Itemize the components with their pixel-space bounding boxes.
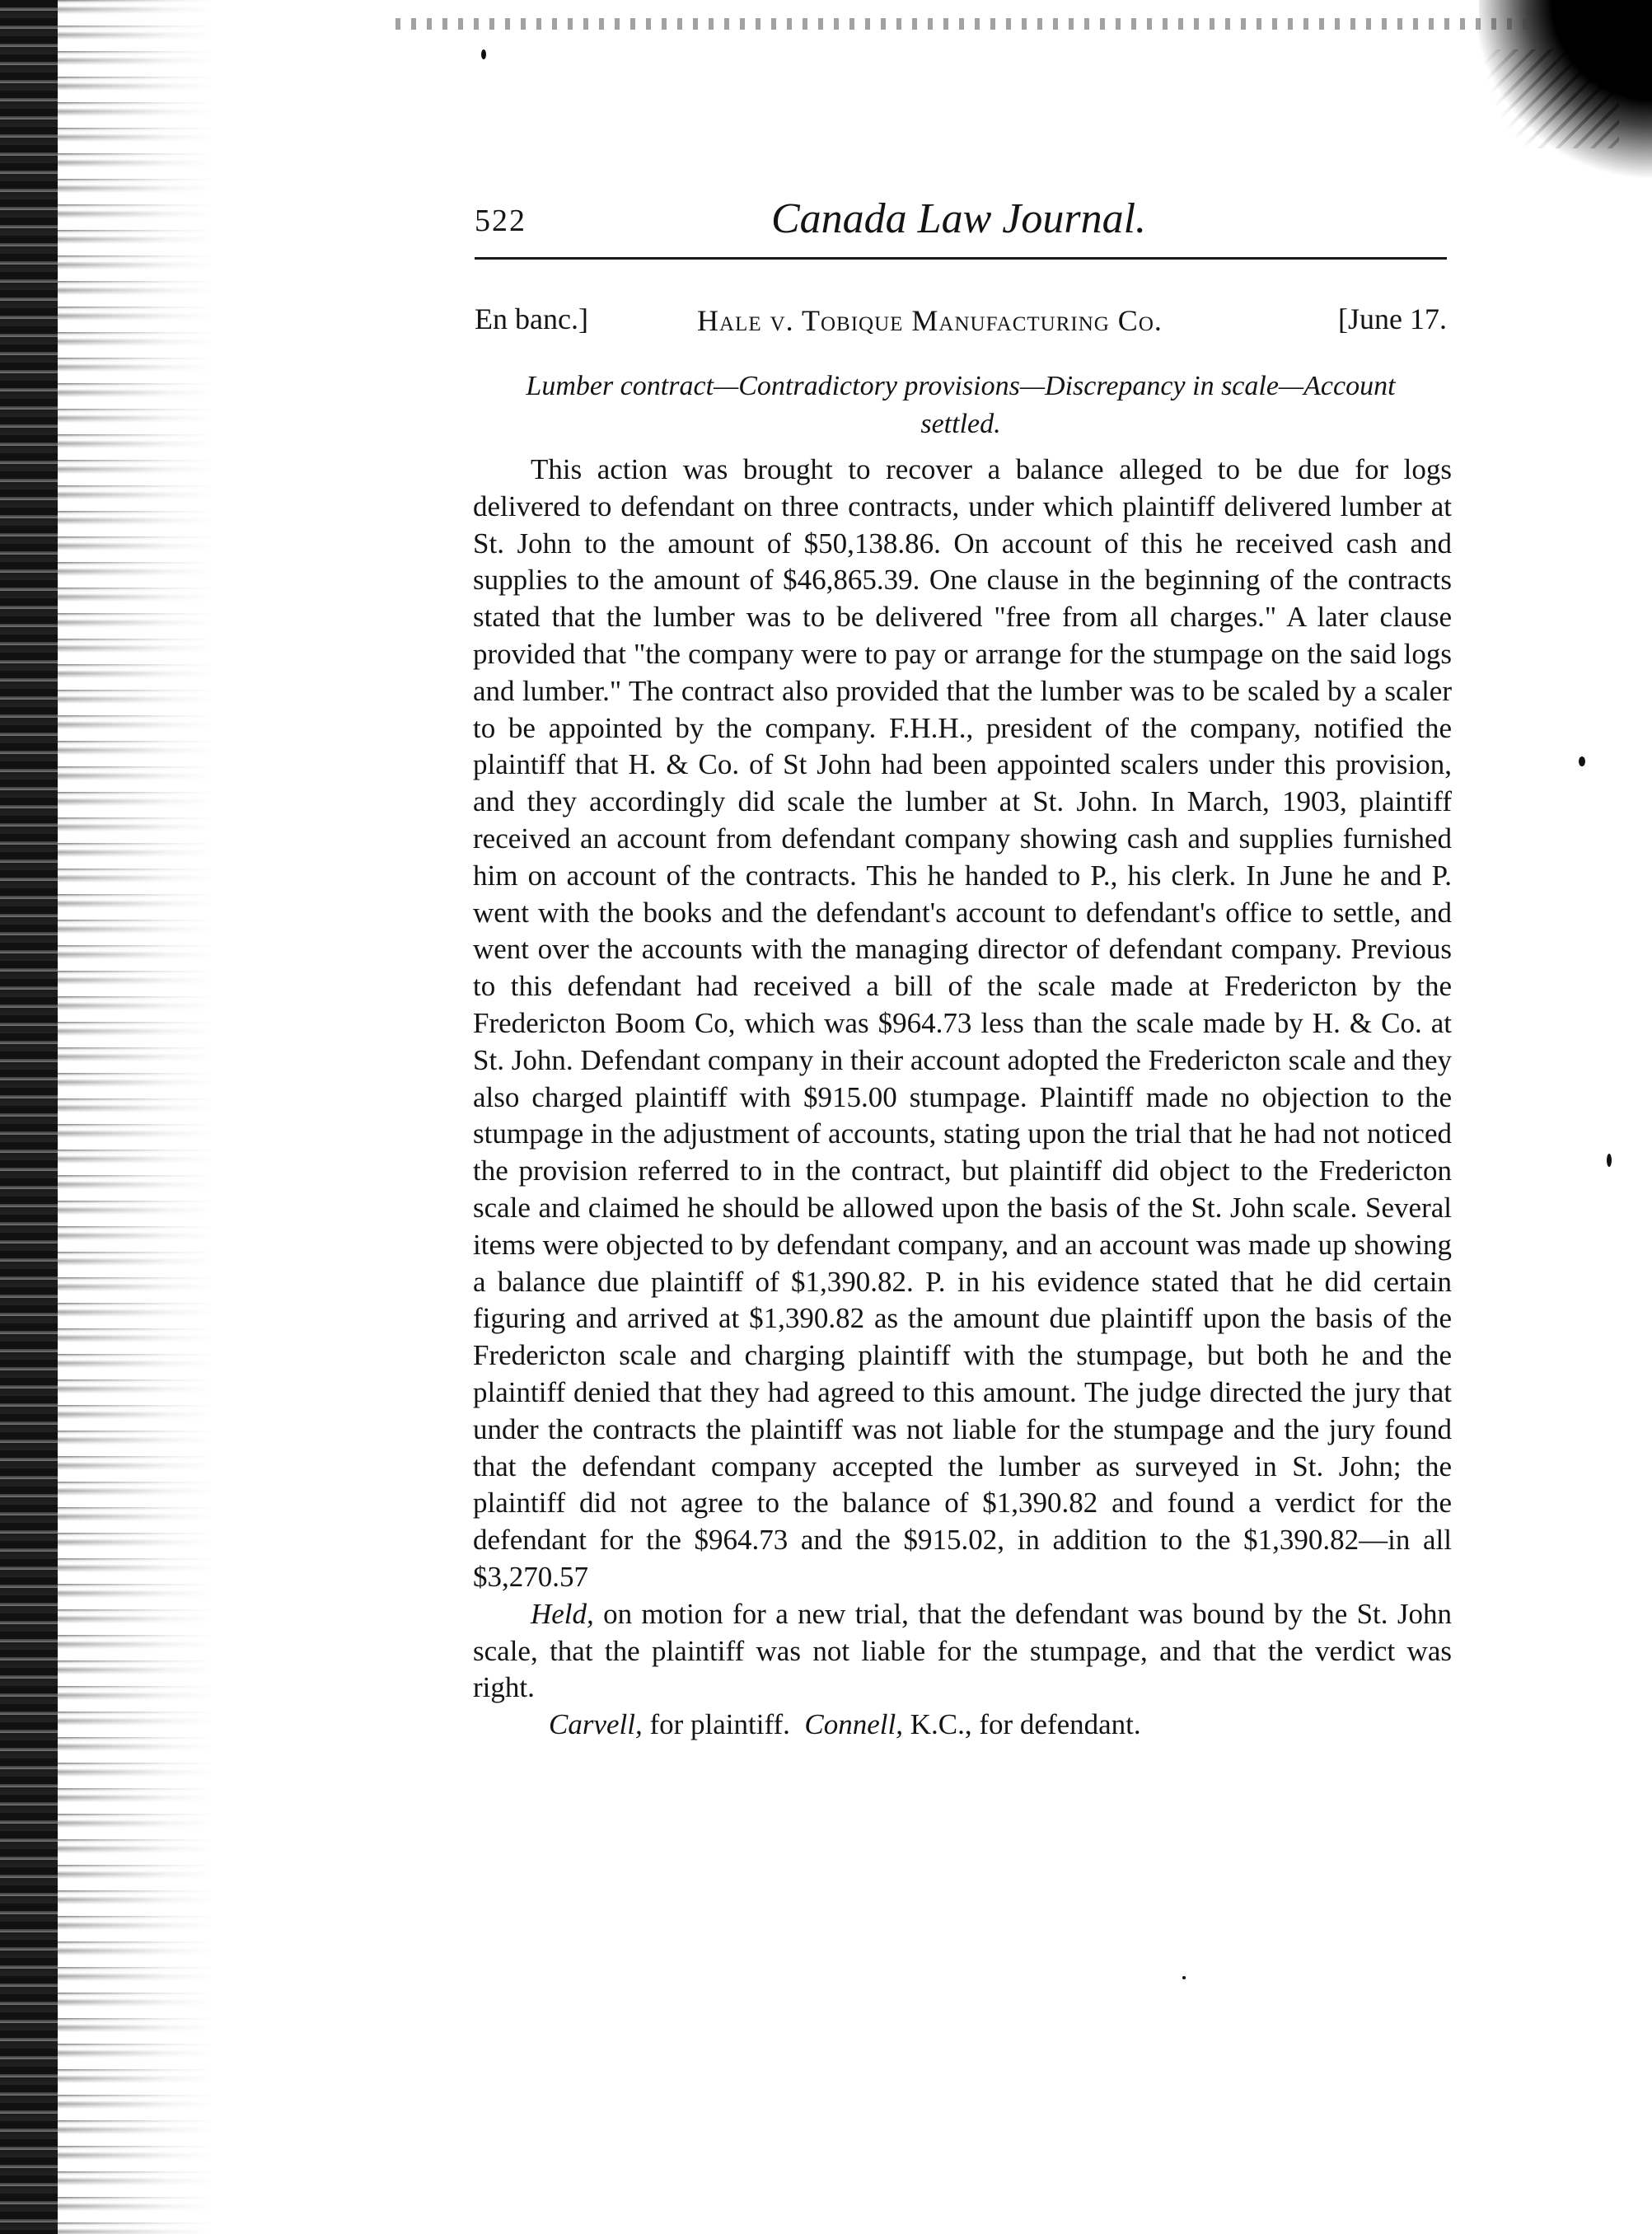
ink-speck (481, 49, 486, 59)
page-number: 522 (475, 204, 526, 238)
defendant-counsel-role: K.C., for defendant. (902, 1708, 1141, 1741)
headnote (475, 368, 1447, 443)
held-text: on motion for a new trial, that the defendant was bound by the St. John scale, that the plaintiff was not liable for the stumpage, and that the verdict was right. (473, 1597, 1452, 1704)
holding-paragraph (473, 1596, 1452, 1707)
scan-top-edge (395, 18, 1549, 30)
plaintiff-counsel-role: for plaintiff. (642, 1708, 790, 1741)
ink-speck (1182, 1976, 1186, 1979)
case-report-body (473, 452, 1452, 1744)
counsel-line (473, 1707, 1452, 1744)
case-name: Hale v. Tobique Manufacturing Co. (697, 304, 1163, 337)
scan-corner-noise (1479, 49, 1619, 148)
headnote-line: Lumber contract—Contradictory provisions—Discrepancy in scale—Account (526, 371, 1396, 401)
held-label: Held, (531, 1597, 594, 1630)
headnote-line: settled. (920, 409, 1001, 439)
case-heading (475, 302, 1447, 343)
defendant-counsel-name: Connell, (804, 1708, 903, 1741)
scan-left-shadow (58, 0, 214, 2234)
plaintiff-counsel-name: Carvell, (549, 1708, 643, 1741)
ink-speck (1579, 756, 1585, 766)
ink-speck (1607, 1154, 1612, 1167)
running-header (475, 194, 1447, 252)
court-label: En banc.] (475, 302, 588, 335)
scan-left-edge (0, 0, 58, 2234)
journal-title: Canada Law Journal. (771, 195, 1147, 242)
facts-paragraph: This action was brought to recover a balance alleged to be due for logs delivered to defendant on three contracts, under which plaintiff delivered lumber at St. John to the amount of $50,138.86. On account of this he received cash and supplies to the amount of $46,865.39. One clause in the beginning of the contracts stated that the lumber was to be delivered "free from all charges." A later clause provided that "the company were to pay or arrange for the stumpage on the said logs and lumber." The contract also provided that the lumber was to be scaled by a scaler to be appointed by the company. F.H.H., president of the company, notified the plaintiff that H. & Co. of St John had been appointed scalers under this provision, and they accordingly did scale the lumber at St. John. In March, 1903, plaintiff received an account from defendant company showing cash and supplies furnished him on account of the contracts. This he handed to P., his clerk. In June he and P. went with the books and the defendant's account to defendant's office to settle, and went over the accounts with the managing director of defendant company. Previous to this defendant had received a bill of the scale made at Fredericton by the Fredericton Boom Co, which was $964.73 less than the scale made by H. & Co. at St. John. Defendant company in their account adopted the Fredericton scale and they also charged plaintiff with $915.00 stumpage. Plaintiff made no objection to the stumpage in the adjustment of accounts, stating upon the trial that he had not noticed the provision referred to in the contract, but plaintiff did object to the Fredericton scale and claimed he should be allowed upon the basis of the St. John scale. Several items were objected to by defendant company, and an account was made up showing a balance due plaintiff of $1,390.82. P. in his evidence stated that he did certain figuring and arrived at $1,390.82 as the amount due plaintiff upon the basis of the Fredericton scale and charging plaintiff with the stumpage, but both he and the plaintiff denied that they had agreed to this amount. The judge directed the jury that under the contracts the plaintiff was not liable for the stumpage and the jury found that the defendant company accepted the lumber as surveyed in St. John; the plaintiff did not agree to the balance of $1,390.82 and found a verdict for the defendant for the $964.73 and the $915.02, in addition to the $1,390.82—in all $3,270.57 (473, 453, 1452, 1593)
case-date: [June 17. (1338, 302, 1447, 335)
header-rule (475, 257, 1447, 260)
